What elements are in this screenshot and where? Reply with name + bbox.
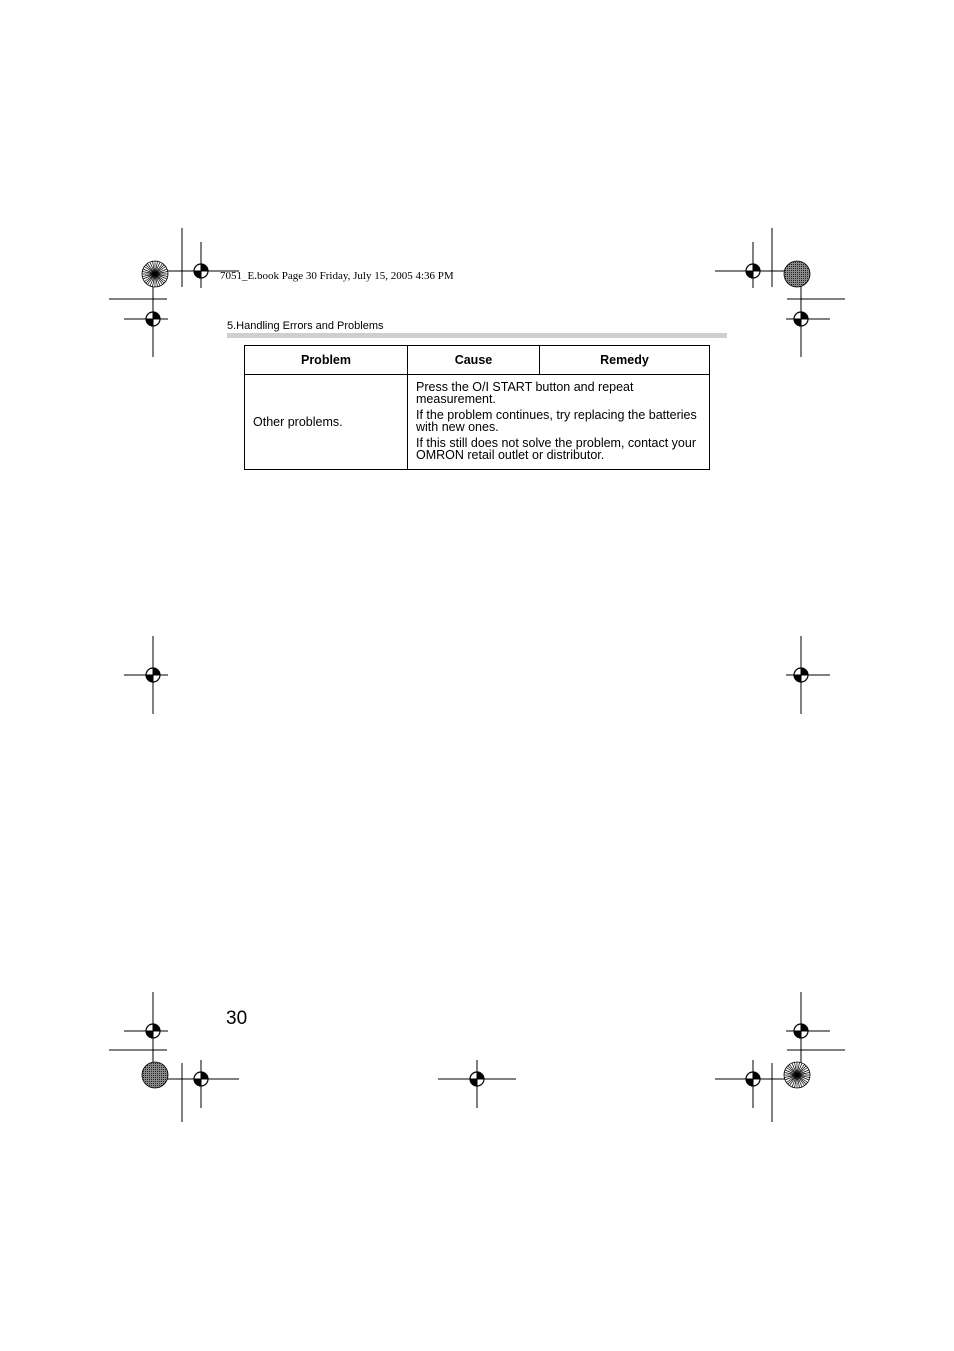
page-number: 30 [226,1008,248,1029]
print-job-info: 7051_E.book Page 30 Friday, July 15, 2005 4:36 PM [220,270,454,282]
remedy-item: Press the O/I START button and repeat measurement. [416,380,634,406]
table-row [245,375,710,470]
remedy-cell [408,375,710,470]
column-header-problem: Problem [245,346,408,375]
column-header-remedy: Remedy [539,346,709,375]
column-header-cause: Cause [408,346,540,375]
section-title: 5.Handling Errors and Problems [227,320,384,332]
problem-cell: Other problems. [245,375,408,470]
remedy-item: If this still does not solve the problem, contact your OMRON retail outlet or distributor. [416,436,696,462]
remedy-item: If the problem continues, try replacing the batteries with new ones. [416,408,697,434]
header-rule [227,333,727,338]
table-header-row [245,346,710,375]
troubleshooting-table [244,345,710,470]
